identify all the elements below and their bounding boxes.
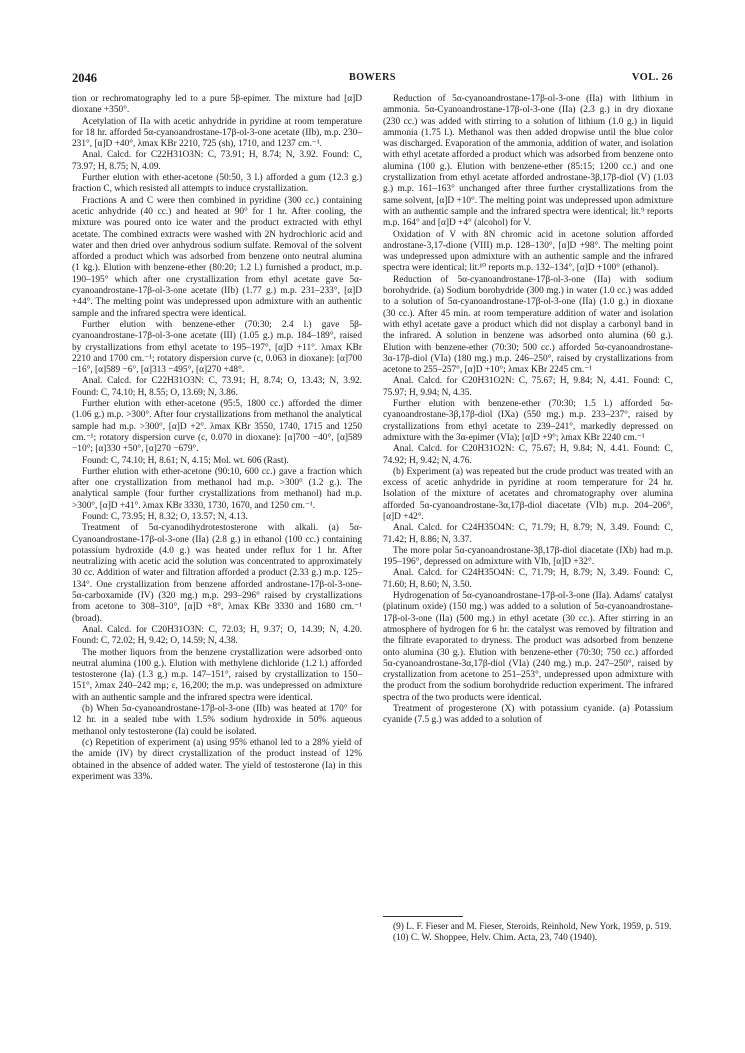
paragraph: tion or rechromatography led to a pure 5β-epimer. The mixture had [α]D dioxane +350°. — [72, 94, 362, 116]
paragraph: Reduction of 5α-cyanoandrostane-17β-ol-3-one (IIa) with lithium in ammonia. 5α-Cyanoandrostane-17β-ol-3-one (IIa) (2.3 g.) in dry dioxane (230 cc.) was added with stirring to a solution of lithium (1.0 g.) in liquid ammonia (1.75 l.). Methanol was then added dropwise until the blue color was discharged. Evaporation of the ammonia, addition of water, and isolation with ethyl acetate afforded a product which was adsorbed from benzene onto alumina (100 g.). Elution with benzene-ether (85:15; 1200 cc.) and one crystallization from ethyl acetate afforded androstane-3β,17β-diol (V) (1.03 g.) m.p. 161–163° unchanged after three further crystallizations from the same solvent, [α]D +10°. The melting point was undepressed upon admixture with an authentic sample and the infrared spectra were identical; lit.⁹ reports m.p. 164° and [α]D +4° (alcohol) for V. — [383, 94, 673, 229]
paragraph: Further elution with benzene-ether (70:30; 1.5 l.) afforded 5α-cyanoandrostane-3β,17β-diol (IXa) (550 mg.) m.p. 233–237°, raised by crystallizations from ethyl acetate to 239–241°, markedly depressed on admixture with the 3α-epimer (VIa); [α]D +9°; λmax KBr 2240 cm.⁻¹ — [383, 399, 673, 443]
paragraph: Anal. Calcd. for C22H31O3N: C, 73.91; H, 8.74; O, 13.43; N, 3.92. Found: C, 74.10; H, 8.55; O, 13.69; N, 3.86. — [72, 376, 362, 398]
left-column — [72, 94, 362, 783]
paragraph: The mother liquors from the benzene crystallization were adsorbed onto neutral alumina (100 g.). Elution with methylene dichloride (1.2 l.) afforded testosterone (Ia) (1.3 g.) m.p. 147–151°, raised by crystallization to 150–151°, λmax 240–242 mμ; ε, 16,200; the m.p. was undepressed on admixture with an authentic sample and the infrared spectra were identical. — [72, 647, 362, 703]
paragraph: Anal. Calcd. for C24H35O4N: C, 71.79; H, 8.79; N, 3.49. Found: C, 71.60; H, 8.60; N, 3.50. — [383, 568, 673, 590]
paragraph: Found: C, 73.95; H, 8.32; O, 13.57; N, 4.13. — [82, 511, 248, 522]
page-number: 2046 — [72, 71, 97, 85]
running-head: BOWERS — [349, 72, 396, 83]
paragraph: The more polar 5α-cyanoandrostane-3β,17β-diol diacetate (IXb) had m.p. 195–196°, depressed on admixture with VIb, [α]D +32°. — [383, 545, 673, 568]
footnote-divider — [383, 916, 463, 917]
footnote-9: (9) L. F. Fieser and M. Fieser, Steroids, Reinhold, New York, 1959, p. 519. — [393, 922, 672, 932]
page-header — [72, 71, 673, 89]
paragraph: Hydrogenation of 5α-cyanoandrostane-17β-ol-3-one (IIa). Adams' catalyst (platinum oxide) (150 mg.) was added to a solution of 5α-cyanoandrostane-17β-ol-3-one (IIa) (500 mg.) in ethyl acetate (30 cc.). After stirring in an atmosphere of hydrogen for 6 hr. the catalyst was removed by filtration and the filtrate evaporated to dryness. The product was adsorbed from benzene onto alumina (30 g.). Elution with benzene-ether (70:30; 750 cc.) afforded 5α-cyanoandrostane-3α,17β-diol (VIa) (240 mg.) m.p. 247–250°, raised by crystallization from acetone to 251–253°, undepressed upon admixture with the product from the sodium borohydride reduction experiment. The infrared spectra of the two products were identical. — [383, 591, 673, 703]
right-column — [383, 94, 673, 727]
paragraph: Further elution with ether-acetone (95:5, 1800 cc.) afforded the dimer (1.06 g.) m.p. >300°. After four crystallizations from methanol the analytical sample had m.p. >300°, [α]D +2°. λmax KBr 3550, 1740, 1715 and 1250 cm.⁻¹; rotatory dispersion curve (c, 0.070 in dioxane): [α]700 −40°, [α]589 −10°; [α]330 +50°, [α]270 −679°. — [72, 399, 362, 455]
paragraph: Anal. Calcd. for C22H31O3N: C, 73.91; H, 8.74; N, 3.92. Found: C, 73.97; H, 8.75; N, 4.09. — [72, 150, 362, 172]
paragraph: Further elution with ether-acetone (90:10, 600 cc.) gave a fraction which after one crystallization from methanol had m.p. >300° (1.2 g.). The analytical sample (four further crystallizations from methanol) had m.p. >300°, [α]D +41°. λmax KBr 3330, 1730, 1670, and 1250 cm.⁻¹. — [72, 466, 362, 511]
paragraph: Fractions A and C were then combined in pyridine (300 cc.) containing acetic anhydride (40 cc.) and heated at 90° for 1 hr. After cooling, the mixture was poured onto ice water and the product extracted with ethyl acetate. The combined extracts were washed with 2N hydrochloric acid and water and then dried over anhydrous sodium sulfate. Removal of the solvent afforded a product which was adsorbed from benzene onto neutral alumina (1 kg.). Elution with benzene-ether (80:20; 1.2 l.) furnished a product, m.p. 190–195° which after one crystallization from ethyl acetate gave 5α-cyanoandrostane-17β-ol-3-one acetate (IIb) (1.77 g.) m.p. 231–233°, [α]D +44°. The melting point was undepressed upon admixture with an authentic sample and the infrared spectra were identical. — [72, 195, 362, 319]
footnotes — [383, 922, 673, 945]
paragraph: Reduction of 5α-cyanoandrostane-17β-ol-3-one (IIa) with sodium borohydride. (a) Sodium borohydride (300 mg.) in water (1.0 cc.) was added to a solution of 5α-cyanoandrostane-17β-ol-3-one (IIa) (1.0 g.) in dioxane (30 cc.). After 45 min. at room temperature addition of water and isolation with ethyl acetate gave a product which did not display a carbonyl band in the infrared. A solution in benzene was adsorbed onto alumina (60 g.). Elution with benzene-ether (70:30; 500 cc.) afforded 5α-cyanoandrostane-3α-17β-diol (VIa) (180 mg.) m.p. 246–250°, raised by crystallizations from acetone to 255–257°, [α]D +10°; λmax KBr 2245 cm.⁻¹ — [383, 274, 673, 376]
volume-label: VOL. 26 — [631, 72, 673, 83]
paragraph: Treatment of progesterone (X) with potassium cyanide. (a) Potassium cyanide (7.5 g.) was added to a solution of — [383, 704, 673, 726]
paragraph: Acetylation of IIa with acetic anhydride in pyridine at room temperature for 18 hr. afforded 5α-cyanoandrostane-17β-ol-3-one acetate (IIb), m.p. 230–231°, [α]D +40°, λmax KBr 2210, 725 (sh), 1710, and 1237 cm.⁻¹. — [72, 116, 362, 150]
paragraph: Anal. Calcd. for C20H31O3N: C, 72.03; H, 9.37; O, 14.39; N, 4.20. Found: C, 72.02; H, 9.42; O, 14.59; N, 4.38. — [72, 624, 362, 647]
footnote-10: (10) C. W. Shoppee, Helv. Chim. Acta, 23, 740 (1940). — [393, 933, 598, 944]
paragraph: (b) When 5α-cyanoandrostane-17β-ol-3-one (IIb) was heated at 170° for 12 hr. in a sealed tube with 1.5% sodium hydroxide in 50% aqueous methanol only testosterone (Ia) could be isolated. — [72, 704, 362, 737]
paragraph: Oxidation of V with 8N chromic acid in acetone solution afforded androstane-3,17-dione (VIII) m.p. 128–130°, [α]D +98°. The melting point was undepressed upon admixture with an authentic sample and the infrared spectra were identical; lit.¹⁰ reports m.p. 132–134°, [α]D +100° (ethanol). — [383, 229, 673, 274]
paragraph: (b) Experiment (a) was repeated but the crude product was treated with an excess of acetic anhydride in pyridine at room temperature for 24 hr. Isolation of the mixture of acetates and chromatography over alumina afforded 5α-cyanoandrostane-3α,17β-diol diacetate (VIb) m.p. 204–206°, [α]D +42°. — [383, 466, 673, 522]
paragraph: Anal. Calcd. for C20H31O2N: C, 75.67; H, 9.84; N, 4.41. Found: C, 75.97; H, 9.94; N, 4.35. — [383, 376, 673, 398]
paragraph: Anal. Calcd. for C24H35O4N: C, 71.79; H, 8.79; N, 3.49. Found: C, 71.42; H, 8.86; N, 3.37. — [383, 523, 673, 545]
paragraph: (c) Repetition of experiment (a) using 95% ethanol led to a 28% yield of the amide (IV) by direct crystallization of the product instead of 12% obtained in the absence of added water. The yield of testosterone (Ia) in this experiment was 33%. — [72, 737, 362, 782]
paragraph: Treatment of 5α-cyanodihydrotestosterone with alkali. (a) 5α-Cyanoandrostane-17β-ol-3-one (IIa) (2.8 g.) in ethanol (100 cc.) containing potassium hydroxide (4.0 g.) was heated under reflux for 1 hr. After neutralizing with acetic acid the solution was concentrated to approximately 30 cc. Addition of water and filtration afforded a product (2.33 g.) m.p. 125–134°. One crystallization from benzene afforded androstane-17β-ol-3-one-5α-carboxamide (IV) (320 mg.) m.p. 293–296° raised by crystallizations from acetone to 308–310°, [α]D +8°, λmax KBr 3330 and 1680 cm.⁻¹ (broad). — [72, 523, 362, 624]
paragraph: Found: C, 74.10; H, 8.61; N, 4.15; Mol. wt. 606 (Rast). — [82, 455, 289, 466]
paragraph: Further elution with benzene-ether (70:30; 2.4 l.) gave 5β-cyanoandrostane-17β-ol-3-one acetate (III) (1.05 g.) m.p. 184–189°, raised by crystallizations from ethyl acetate to 195–197°, [α]D +11°. λmax KBr 2210 and 1700 cm.⁻¹; rotatory dispersion curve (c, 0.063 in dioxane): [α]700 −16°, [α]589 −6°, [α]313 −495°, [α]270 +48°. — [72, 319, 362, 376]
paragraph: Further elution with ether-acetone (50:50, 3 l.) afforded a gum (12.3 g.) fraction C, which resisted all attempts to induce crystallization. — [72, 173, 362, 195]
paragraph: Anal. Calcd. for C20H31O2N: C, 75.67; H, 9.84; N, 4.41. Found: C, 74.92; H, 9.42; N, 4.76. — [383, 444, 673, 466]
